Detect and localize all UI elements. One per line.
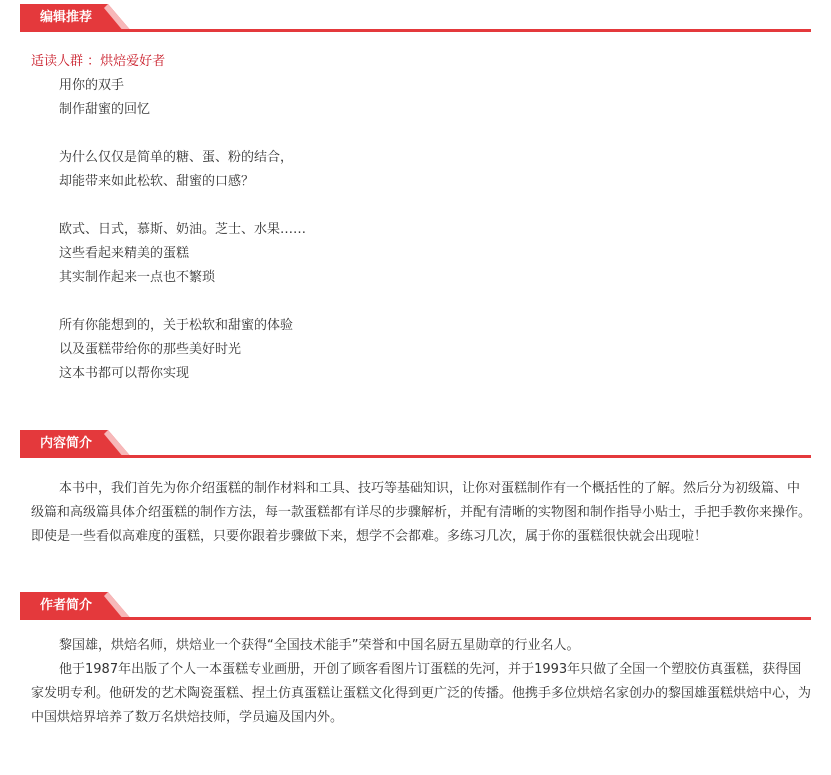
- author-paragraph: 黎国雄，烘焙名师，烘焙业一个获得“全国技术能手”荣誉和中国名厨五星勋章的行业名人。: [59, 638, 580, 653]
- section-header: [0, 428, 831, 458]
- editor-line: 这本书都可以帮你实现: [59, 366, 190, 381]
- content-intro-section: [0, 428, 831, 458]
- editor-line: 制作甜蜜的回忆: [59, 102, 151, 117]
- editor-recommend-section: [0, 2, 831, 32]
- editor-line: 为什么仅仅是简单的糖、蛋、粉的结合，: [59, 150, 294, 165]
- reader-line: 适读人群 ：烘焙爱好者: [31, 54, 166, 69]
- content-paragraph: 本书中，我们首先为你介绍蛋糕的制作材料和工具、技巧等基础知识，让你对蛋糕制作有一个概括性的了解。然后分为初级篇、中级篇和高级篇具体介绍蛋糕的制作方法，每一款蛋糕都有详尽的步骤解析，并配有清晰的实物图和制作指导小贴士，手把手教你来操作。即使是一些看似高难度的蛋糕，只要你跟着步骤做下来，想学不会都难。多练习几次，属于你的蛋糕很快就会出现啦！: [31, 481, 812, 544]
- section-header: [0, 2, 831, 32]
- section-tab: [20, 592, 132, 620]
- section-tab: [20, 4, 132, 32]
- section-title: 内容简介: [40, 436, 93, 451]
- section-title: 作者简介: [40, 598, 93, 613]
- author-intro-section: [0, 590, 831, 620]
- author-paragraph: 他于1987年出版了个人一本蛋糕专业画册，开创了顾客看图片订蛋糕的先河，并于1993年只做了全国一个塑胶仿真蛋糕，获得国家发明专利。他研发的艺术陶瓷蛋糕、捏土仿真蛋糕让蛋糕文化得到更广泛的传播。他携手多位烘焙名家创办的黎国雄蛋糕烘焙中心，为中国烘焙界培养了数万名烘焙技师，学员遍及国内外。: [31, 662, 812, 725]
- section-divider: [20, 617, 811, 620]
- section-divider: [20, 29, 811, 32]
- section-header: [0, 590, 831, 620]
- editor-line: 这些看起来精美的蛋糕: [59, 246, 190, 261]
- section-divider: [20, 455, 811, 458]
- section-tab: [20, 430, 132, 458]
- editor-line: 所有你能想到的，关于松软和甜蜜的体验: [59, 318, 294, 333]
- editor-line: 其实制作起来一点也不繁琐: [59, 270, 216, 285]
- editor-line: 却能带来如此松软、甜蜜的口感？: [59, 174, 255, 189]
- editor-line: 欧式、日式，慕斯、奶油。芝士、水果……: [59, 222, 307, 237]
- section-title: 编辑推荐: [40, 10, 93, 25]
- editor-line: 用你的双手: [59, 78, 125, 93]
- editor-line: 以及蛋糕带给你的那些美好时光: [59, 342, 242, 357]
